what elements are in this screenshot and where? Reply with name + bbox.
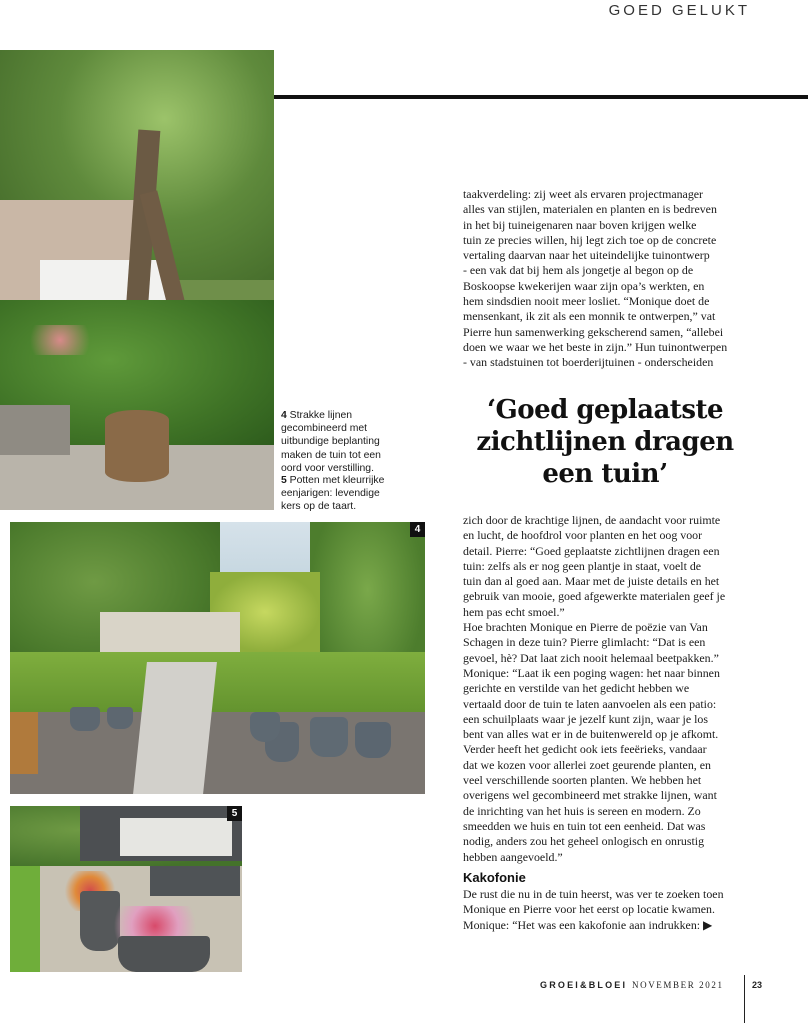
header-rule <box>274 95 808 99</box>
text-line: Monique: “Laat ik een poging wagen: het naar binnen <box>463 665 720 680</box>
text-line: Pierre hun samenwerking gekscherend samen, “allebei <box>463 324 724 339</box>
text-line: nodig, anders zou het geheel onlogisch en onrustig <box>463 834 705 849</box>
text-line: Hoe brachten Monique en Pierre de poëzie van Van <box>463 620 708 635</box>
caption-text: Potten met kleurrijke eenjarigen: levendige kers op de taart. <box>281 475 385 513</box>
text-line: dat we kozen voor allerlei zoet geurende planten, en <box>463 757 711 772</box>
text-line: De rust die nu in de tuin heerst, was ver te zoeken toen <box>463 887 724 901</box>
body-text-middle <box>463 513 745 865</box>
text-line: - van stadstuinen tot boerderijtuinen - onderscheiden <box>463 355 714 370</box>
pull-quote-line: ‘Goed geplaatste <box>486 395 724 425</box>
text-line: vertaling daarvan naar het uiteindelijke tuinontwerp <box>463 248 710 263</box>
text-line: in het bij tuineigenaren naar boven krijgen welke <box>463 217 697 232</box>
text-line: Schagen in deze tuin? Pierre glimlacht: “Dat is een <box>463 635 706 650</box>
text-line: mensenkant, ik zit als een monnik te ontwerpen,” vat <box>463 309 716 324</box>
caption-number: 5 <box>281 475 287 486</box>
text-line: Monique en Pierre voor het eerst op locatie kwamen. <box>463 902 715 917</box>
caption-photo-5 <box>281 474 396 514</box>
text-line: smeedden we huis en tuin tot een eenheid. Dat was <box>463 818 706 833</box>
photo-number-badge: 5 <box>227 806 242 821</box>
body-text-end <box>463 887 745 933</box>
pull-quote-line: een tuin’ <box>542 459 668 489</box>
text-line: tuin ze precies willen, hij legt zich toe op de concrete <box>463 232 717 247</box>
page-number: 23 <box>752 980 763 990</box>
issue-date: NOVEMBER 2021 <box>632 980 724 990</box>
text-line: detail. Pierre: “Goed geplaatste zichtlijnen dragen een <box>463 543 720 558</box>
caption-number: 4 <box>281 410 287 421</box>
text-line: Boskoopse kwekerijen waar zijn opa’s werkten, en <box>463 278 705 293</box>
text-line: Verder heeft het gedicht ook iets feeërieks, vandaar <box>463 742 707 757</box>
text-line: gevoel, hè? Dat laat zich nooit helemaal beetpakken.” <box>463 650 719 665</box>
footer-divider <box>744 975 745 1023</box>
text-line: Monique: “Het was een kakofonie aan indrukken: ▶ <box>463 917 713 932</box>
text-line: hebben aangevoeld.” <box>463 849 563 864</box>
pull-quote-line: zichtlijnen dragen <box>476 427 734 457</box>
text-line: zich door de krachtige lijnen, de aandacht voor ruimte <box>463 513 721 527</box>
text-line: taakverdeling: zij weet als ervaren projectmanager <box>463 187 704 201</box>
text-line: bent van alles wat er in de buitenwereld op je afkomt. <box>463 727 719 742</box>
magazine-name: GROEI&BLOEI <box>540 980 628 990</box>
text-line: - een vak dat bij hem als jongetje al begon op de <box>463 263 694 278</box>
text-line: hem pas echt smoel.” <box>463 604 565 619</box>
text-line: een schuilplaats waar je jezelf kunt zijn, waar je los <box>463 711 708 726</box>
photo-patio-pots <box>10 522 425 794</box>
text-line: tuin: zelfs als er nog geen plantje in staat, voelt de <box>463 558 702 573</box>
text-line: overigens wel gecombineerd met strakke lijnen, want <box>463 788 717 803</box>
photo-seating-flowers <box>10 806 242 972</box>
text-line: alles van stijlen, materialen en planten en is bedreven <box>463 202 717 217</box>
text-line: gerichte en verstilde van het gedicht hebben we <box>463 681 690 696</box>
caption-photo-4 <box>281 409 396 475</box>
section-title: GOED GELUKT <box>608 2 750 19</box>
text-line: gebruik van mooie, goed afgewerkte materialen geef je <box>463 589 726 604</box>
text-line: vertaald door de tuin te laten aanvoelen als een patio: <box>463 696 717 711</box>
body-text-top <box>463 187 745 371</box>
section-subhead: Kakofonie <box>463 870 526 885</box>
caption-text: Strakke lijnen gecombineerd met uitbundige beplanting maken de tuin tot een oord voor verstilling. <box>281 410 381 474</box>
text-line: doen we waar we het beste in zijn.” Hun tuinontwerpen <box>463 339 728 354</box>
photo-tree-garden <box>0 50 274 510</box>
text-line: hem sindsdien nooit meer losliet. “Monique doet de <box>463 294 710 309</box>
text-line: en lucht, de hoofdrol voor planten en het oog voor <box>463 528 703 543</box>
pull-quote <box>455 394 755 490</box>
photo-number-badge: 4 <box>410 522 425 537</box>
text-line: tuin dan al goed aan. Maar met de juiste details en het <box>463 574 720 589</box>
text-line: de inrichting van het huis is sereen en modern. Zo <box>463 803 701 818</box>
text-line: veel verschillende soorten planten. We hebben het <box>463 773 702 788</box>
